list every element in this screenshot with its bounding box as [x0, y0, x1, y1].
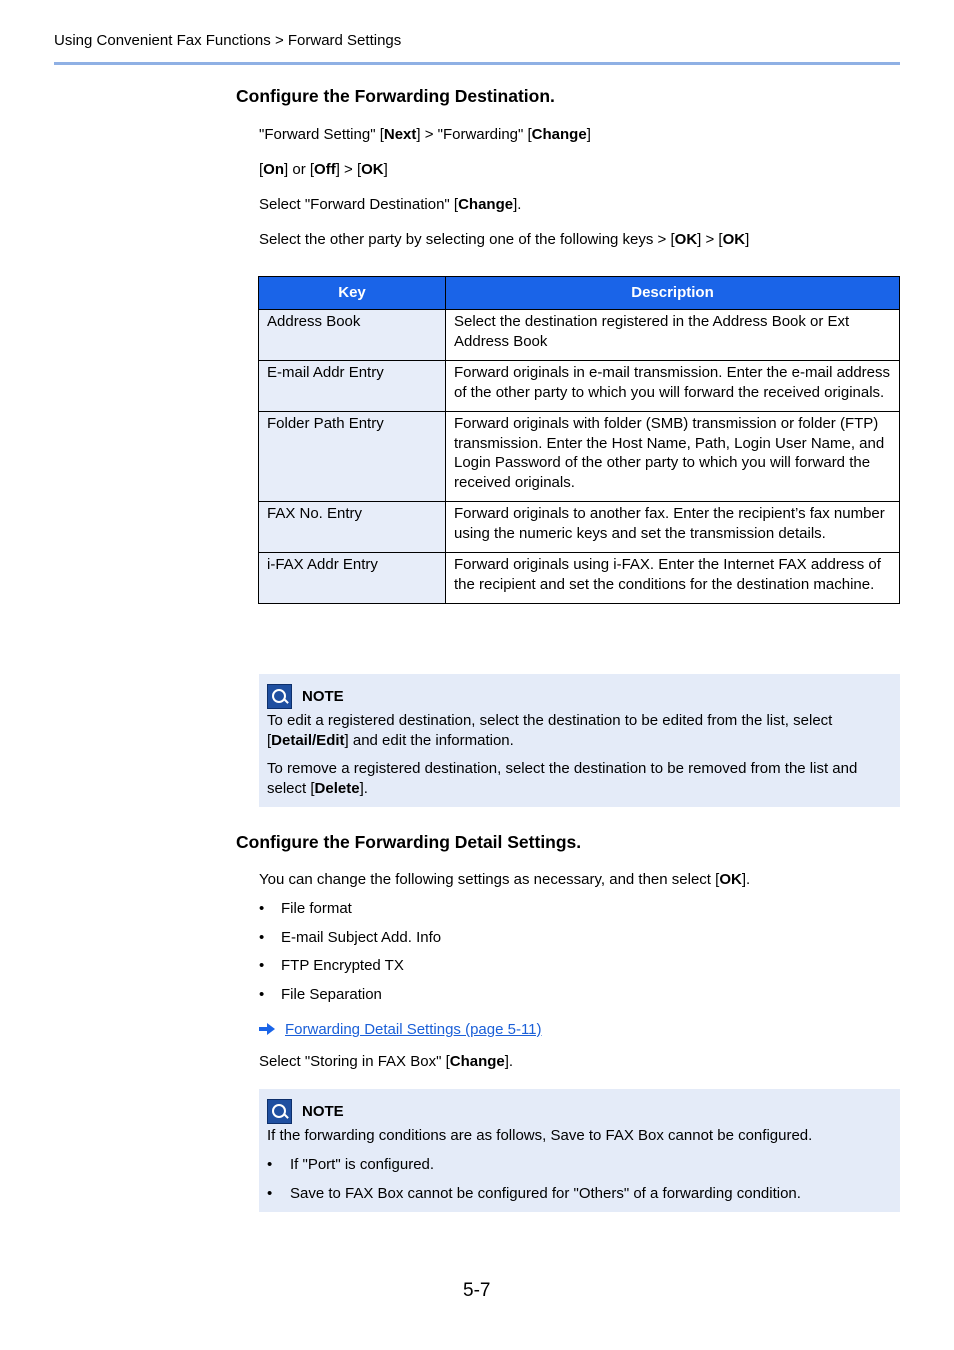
key-description-table — [258, 276, 900, 604]
note-header — [267, 684, 344, 709]
table-row — [259, 310, 900, 361]
step-text: Select "Storing in FAX Box" [Change]. — [259, 1053, 514, 1070]
note-list-item: • If "Port" is configured. — [267, 1156, 435, 1173]
step-text: Select the other party by selecting one of the following keys > [OK] > [OK] — [259, 231, 750, 248]
note-header — [267, 1099, 344, 1124]
step-text: Select "Forward Destination" [Change]. — [259, 196, 522, 213]
table-cell-description: Forward originals using i-FAX. Enter the Internet FAX address of the recipient and set the conditions for the destination machine. — [446, 553, 900, 604]
table-header-description: Description — [446, 277, 900, 310]
note-paragraph: To edit a registered destination, select the destination to be edited from the list, select [Detail/Edit] and edit the information. — [267, 712, 833, 749]
note-paragraph: If the forwarding conditions are as follows, Save to FAX Box cannot be configured. — [267, 1127, 813, 1144]
bold-key-label: On — [263, 161, 285, 178]
reference-link-row — [259, 1021, 542, 1038]
note-paragraph: To remove a registered destination, select the destination to be removed from the list and select [Delete]. — [267, 760, 858, 797]
table-row — [259, 502, 900, 553]
bold-key-label: Change — [531, 126, 587, 143]
table-cell-key: FAX No. Entry — [259, 502, 446, 553]
section-title-forwarding-detail: Configure the Forwarding Detail Settings. — [236, 832, 582, 852]
note-title: NOTE — [302, 1103, 344, 1120]
bold-key-label: Detail/Edit — [271, 731, 345, 749]
magnifier-note-icon — [267, 684, 292, 709]
bold-key-label: OK — [674, 231, 698, 248]
table-row — [259, 553, 900, 604]
table-header-key: Key — [259, 277, 446, 310]
table-cell-key: E-mail Addr Entry — [259, 361, 446, 412]
bold-key-label: Off — [314, 161, 336, 178]
bold-key-label: OK — [719, 871, 742, 888]
table-cell-description: Select the destination registered in the Address Book or Ext Address Book — [446, 310, 900, 361]
table-row — [259, 361, 900, 412]
magnifier-note-icon — [267, 1099, 292, 1124]
forwarding-detail-settings-link[interactable]: Forwarding Detail Settings (page 5-11) — [285, 1021, 542, 1038]
bold-key-label: OK — [722, 231, 746, 248]
bold-key-label: Change — [449, 1053, 505, 1070]
table-cell-key: i-FAX Addr Entry — [259, 553, 446, 604]
header-rule — [54, 62, 900, 65]
table-cell-description: Forward originals to another fax. Enter the recipient’s fax number using the numeric keys and set the transmission details. — [446, 502, 900, 553]
table-cell-key: Folder Path Entry — [259, 412, 446, 502]
table-cell-description: Forward originals in e-mail transmission. Enter the e-mail address of the other party to which you will forward the received originals. — [446, 361, 900, 412]
intro-text: You can change the following settings as necessary, and then select [OK]. — [259, 871, 751, 888]
list-item: • File Separation — [259, 986, 382, 1003]
bold-key-label: Delete — [314, 779, 360, 797]
list-item: • File format — [259, 900, 352, 917]
note-title: NOTE — [302, 688, 344, 705]
table-cell-description: Forward originals with folder (SMB) transmission or folder (FTP) transmission. Enter the Host Name, Path, Login User Name, and Login Password of the other party to which you will forward the received originals. — [446, 412, 900, 502]
table-cell-key: Address Book — [259, 310, 446, 361]
page-number: 5-7 — [463, 1280, 491, 1301]
section-title-forwarding-destination: Configure the Forwarding Destination. — [236, 86, 555, 106]
breadcrumb: Using Convenient Fax Functions > Forward Settings — [54, 32, 402, 49]
arrow-right-icon — [259, 1023, 275, 1035]
note-box — [259, 674, 900, 807]
step-text: [On] or [Off] > [OK] — [259, 161, 388, 178]
table-row — [259, 412, 900, 502]
list-item: • E-mail Subject Add. Info — [259, 929, 442, 946]
table-header-row — [259, 277, 900, 310]
bold-key-label: OK — [361, 161, 384, 178]
note-box — [259, 1089, 900, 1212]
bold-key-label: Next — [383, 126, 417, 143]
bold-key-label: Change — [458, 196, 514, 213]
list-item: • FTP Encrypted TX — [259, 957, 404, 974]
note-list-item: • Save to FAX Box cannot be configured for "Others" of a forwarding condition. — [267, 1185, 801, 1202]
step-text: "Forward Setting" [Next] > "Forwarding" [Change] — [259, 126, 591, 143]
